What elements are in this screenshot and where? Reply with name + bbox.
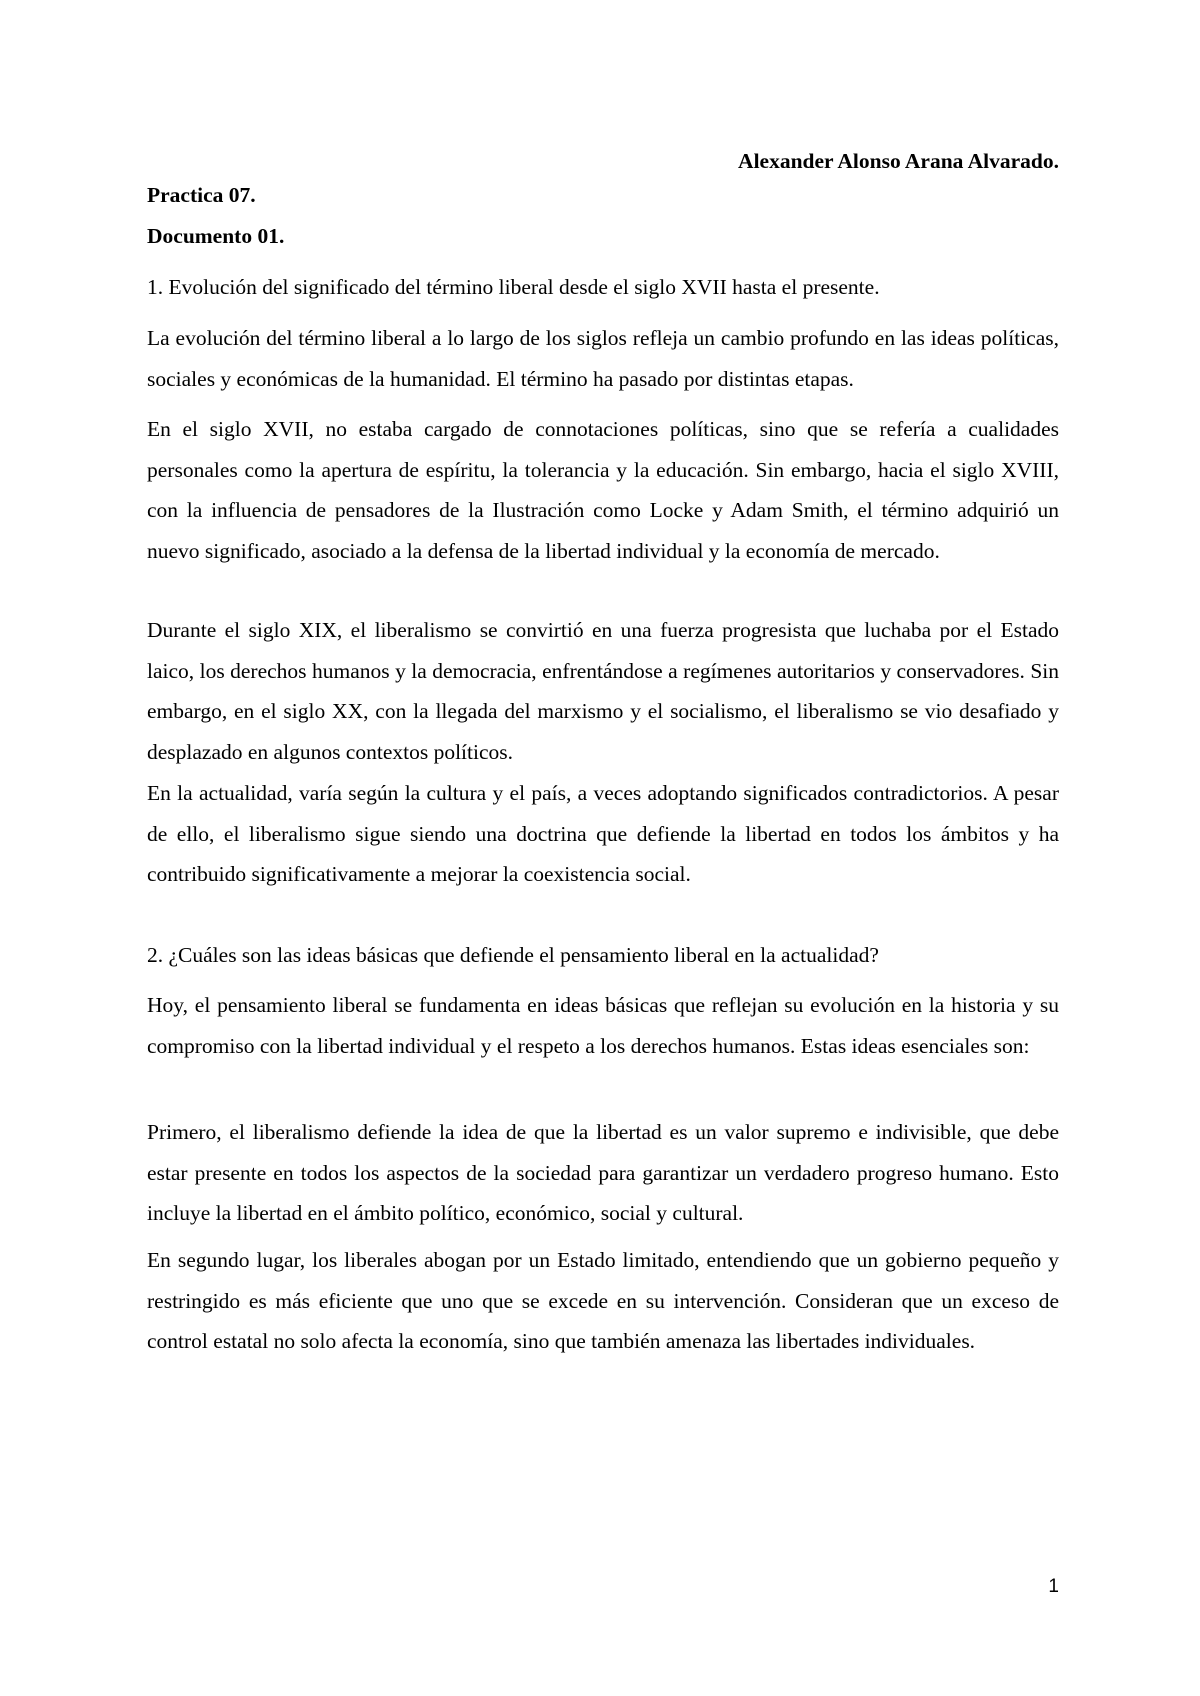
author-name: Alexander Alonso Arana Alvarado. — [738, 149, 1059, 173]
paragraph: En segundo lugar, los liberales abogan por un Estado limitado, entendiendo que un gobierno pequeño y restringido es más eficiente que uno que se excede en su intervención. Consideran que un exceso de control estatal no solo afecta la economía, sino que también amenaza las libertades individuales. — [147, 1248, 1059, 1353]
question-1: 1. Evolución del significado del término liberal desde el siglo XVII hasta el presente. — [147, 275, 880, 299]
paragraph: En la actualidad, varía según la cultura y el país, a veces adoptando significados contradictorios. A pesar de ello, el liberalismo sigue siendo una doctrina que defiende la libertad en todos los ámbitos y ha contribuido significativamente a mejorar la coexistencia social. — [147, 781, 1059, 886]
document-heading: Documento 01. — [147, 224, 285, 248]
paragraph: Durante el siglo XIX, el liberalismo se convirtió en una fuerza progresista que luchaba por el Estado laico, los derechos humanos y la democracia, enfrentándose a regímenes autoritarios y conservadores. Sin embargo, en el siglo XX, con la llegada del marxismo y el socialismo, el liberalismo se vio desafiado y desplazado en algunos contextos políticos. — [147, 618, 1059, 764]
page-number: 1 — [1048, 1576, 1059, 1597]
paragraph: La evolución del término liberal a lo largo de los siglos refleja un cambio profundo en las ideas políticas, sociales y económicas de la humanidad. El término ha pasado por distintas etapas. — [147, 326, 1059, 391]
paragraph: Hoy, el pensamiento liberal se fundamenta en ideas básicas que reflejan su evolución en la historia y su compromiso con la libertad individual y el respeto a los derechos humanos. Estas ideas esenciales son: — [147, 993, 1059, 1058]
practice-heading: Practica 07. — [147, 183, 256, 207]
paragraph: En el siglo XVII, no estaba cargado de connotaciones políticas, sino que se refería a cualidades personales como la apertura de espíritu, la tolerancia y la educación. Sin embargo, hacia el siglo XVIII, con la influencia de pensadores de la Ilustración como Locke y Adam Smith, el término adquirió un nuevo significado, asociado a la defensa de la libertad individual y la economía de mercado. — [147, 417, 1059, 563]
question-2: 2. ¿Cuáles son las ideas básicas que defiende el pensamiento liberal en la actualidad? — [147, 943, 879, 967]
paragraph: Primero, el liberalismo defiende la idea de que la libertad es un valor supremo e indivisible, que debe estar presente en todos los aspectos de la sociedad para garantizar un verdadero progreso humano. Esto incluye la libertad en el ámbito político, económico, social y cultural. — [147, 1120, 1059, 1225]
